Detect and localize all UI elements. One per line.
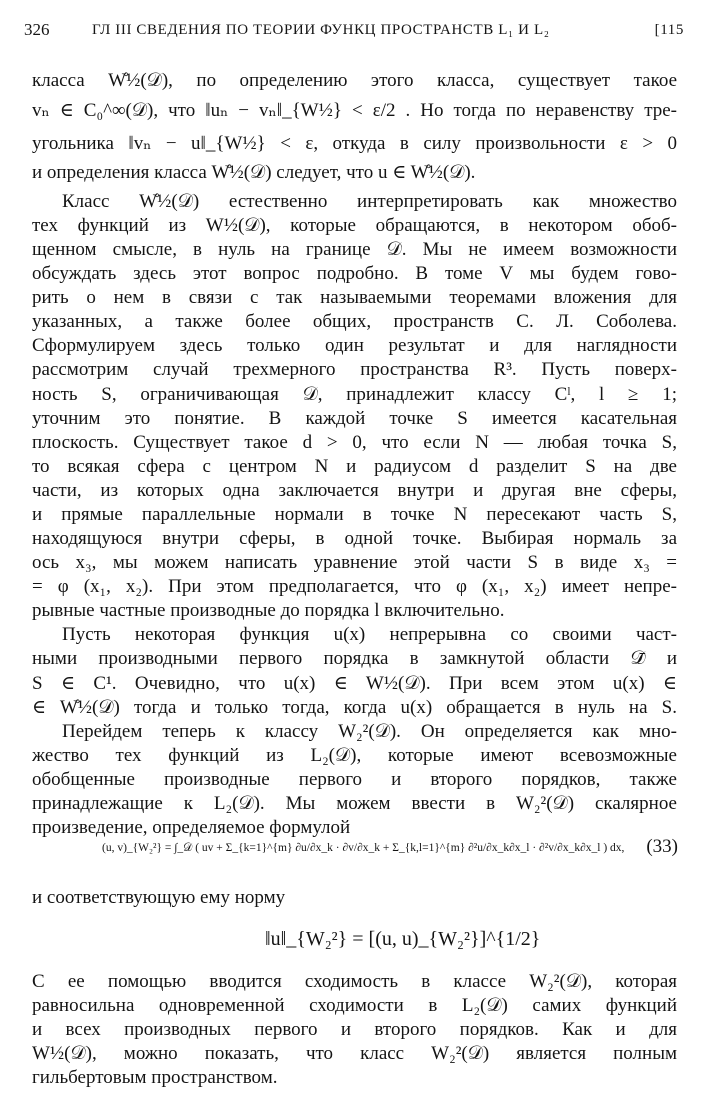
text-line: ось x₃, мы можем написать уравнение этой части S в виде x₃ =: [32, 552, 677, 573]
text-line: ность S, ограничивающая 𝒟, принадлежит классу Cˡ, l ≥ 1;: [32, 384, 677, 405]
text-line: произведение, определяемое формулой: [32, 817, 351, 838]
text-line: гильбертовым пространством.: [32, 1067, 278, 1088]
text-line: части, из которых одна заключается внутри и другая вне сферы,: [32, 480, 677, 501]
text-line: и прямые параллельные нормали в точке N пересекают часть S,: [32, 504, 677, 525]
norm-formula: ‖u‖_{W₂²} = [(u, u)_{W₂²}]^{1/2}: [265, 928, 541, 950]
text-line: рить о нем в связи с так называемыми теоремами вложения для: [32, 287, 677, 308]
text-line: равносильна одновременной сходимости в L₂(𝒟) самих функций: [32, 995, 677, 1016]
inner-product-formula: (u, v)_{W₂²} = ∫_𝒟 ( uv + Σ_{k=1}^{m} ∂u/∂x_k · ∂v/∂x_k + Σ_{k,l=1}^{m} ∂²u/∂x_k∂x_l · ∂²v/∂x_k∂x_l ) dx,: [102, 842, 625, 854]
text-line: S ∈ C¹. Очевидно, что u(x) ∈ W½(𝒟). При всем этом u(x) ∈: [32, 673, 677, 694]
text-line: находящуюся внутри сферы, в одной точке. Выбирая нормаль за: [32, 528, 677, 549]
text-line: уточним это понятие. В каждой точке S имеется касательная: [32, 408, 677, 429]
text-line: Перейдем теперь к классу W₂²(𝒟). Он определяется как мно-: [62, 721, 677, 742]
text-line: плоскость. Существует такое d > 0, что если N — любая точка S,: [32, 432, 677, 453]
text-line: ∈ W̊½(𝒟) тогда и только тогда, когда u(x) обращается в нуль на S.: [32, 697, 677, 718]
text-line: щенном смысле, в нуль на границе 𝒟. Мы не имеем возможности: [32, 239, 677, 260]
text-line: ными производными первого порядка в замкнутой области 𝒟̄ и: [32, 648, 677, 669]
text-line: Класс W̊½(𝒟) естественно интерпретировать как множество: [62, 191, 677, 212]
page-number: 326: [24, 20, 50, 39]
text-line: обсуждать здесь этот вопрос подробно. В томе V мы будем гово-: [32, 263, 677, 284]
text-line: обобщенные производные первого и второго порядков, также: [32, 769, 677, 790]
text-line: указанных, а также более общих, пространств С. Л. Соболева.: [32, 311, 677, 332]
text-line: и соответствующую ему норму: [32, 887, 286, 908]
text-line: Пусть некоторая функция u(x) непрерывна со своими част-: [62, 624, 677, 645]
text-line: тех функций из W½(𝒟), которые обращаются, в некотором обоб-: [32, 215, 677, 236]
text-line: принадлежащие к L₂(𝒟). Мы можем ввести в W₂²(𝒟) скалярное: [32, 793, 677, 814]
text-line: рывные частные производные до порядка l включительно.: [32, 600, 505, 621]
chapter-title: ГЛ III СВЕДЕНИЯ ПО ТЕОРИИ ФУНКЦ ПРОСТРАНСТВ L₁ И L₂: [92, 22, 550, 38]
text-line: и определения класса W̊½(𝒟) следует, что u ∈ W̊½(𝒟).: [32, 162, 476, 183]
text-line: класса W̊½(𝒟), по определению этого класса, существует такое: [32, 70, 677, 91]
text-line: рассмотрим случай трехмерного пространства R³. Пусть поверх-: [32, 359, 677, 380]
text-line: и всех производных первого и второго порядков. Как и для: [32, 1019, 677, 1040]
text-line: Сформулируем здесь только один результат и для наглядности: [32, 335, 677, 356]
text-line: = φ (x₁, x₂). При этом предполагается, что φ (x₁, x₂) имеет непре-: [32, 576, 677, 597]
text-line: С ее помощью вводится сходимость в классе W₂²(𝒟), которая: [32, 971, 677, 992]
text-line: то всякая сфера с центром N и радиусом d разделит S на две: [32, 456, 677, 477]
section-number: [115: [654, 22, 684, 38]
text-line: W½(𝒟), можно показать, что класс W₂²(𝒟) является полным: [32, 1043, 677, 1064]
text-line: угольника ‖vₙ − u‖_{W½} < ε, откуда в силу произвольности ε > 0: [32, 133, 677, 154]
text-line: жество тех функций из L₂(𝒟), которые имеют всевозможные: [32, 745, 677, 766]
equation-number: (33): [646, 836, 678, 857]
text-line: vₙ ∈ C₀^∞(𝒟), что ‖uₙ − vₙ‖_{W½} < ε/2 . Но тогда по неравенству тре-: [32, 100, 677, 121]
running-header: [24, 20, 684, 46]
